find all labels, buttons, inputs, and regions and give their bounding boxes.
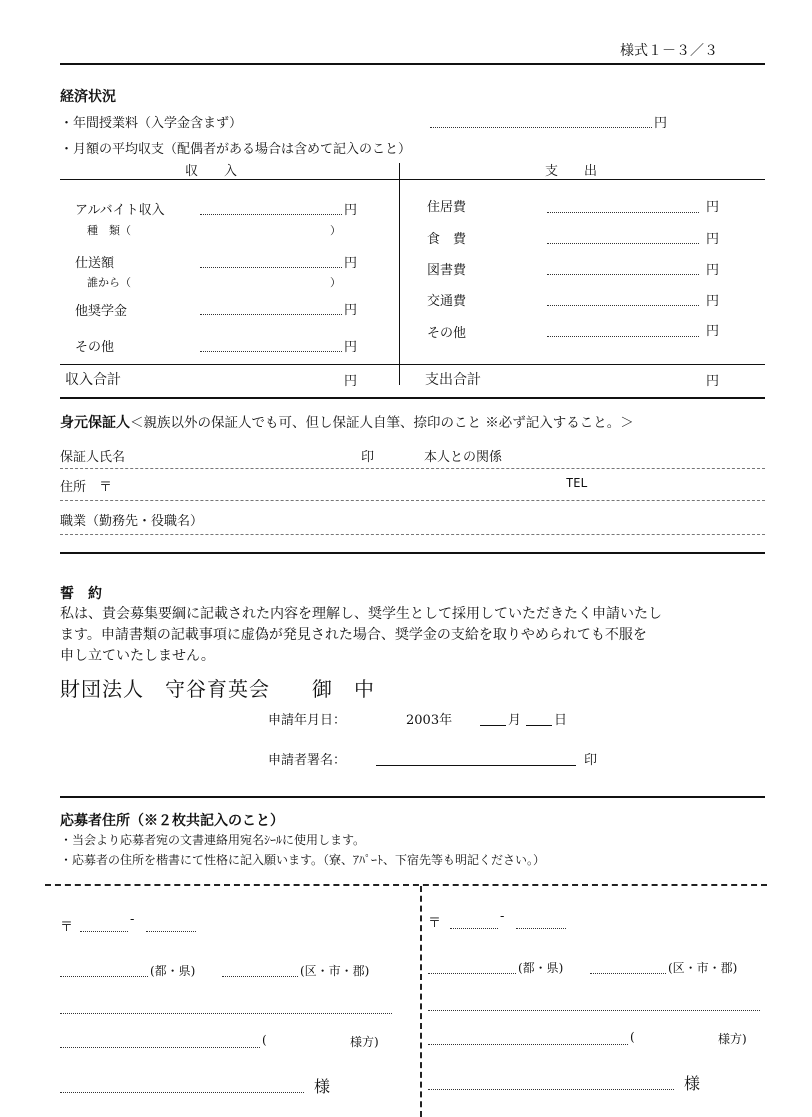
date-month-label: 月 xyxy=(508,713,522,728)
form-number: 様式１－３／３ xyxy=(620,43,718,59)
date-day-input[interactable] xyxy=(526,725,552,726)
guarantor-occupation-line[interactable] xyxy=(60,534,765,535)
left-prefecture-label: (都・県) xyxy=(150,964,196,978)
left-prefecture-input[interactable] xyxy=(60,976,148,977)
expense-other-input[interactable] xyxy=(547,336,699,337)
tuition-label: ・年間授業料（入学金含まず） xyxy=(60,116,243,131)
right-postal-first-input[interactable] xyxy=(450,928,498,929)
signature-label: 申請者署名： xyxy=(268,753,347,768)
date-label: 申請年月日： xyxy=(268,713,347,728)
signature-seal: 印 xyxy=(584,753,598,768)
right-prefecture-label: (都・県) xyxy=(518,961,564,975)
books-yen: 円 xyxy=(706,263,720,278)
guarantor-heading xyxy=(60,411,634,432)
expense-header: 支 出 xyxy=(545,164,598,179)
guarantor-seal: 印 xyxy=(361,450,375,465)
allowance-label: 仕送額 xyxy=(75,256,115,271)
right-careof-open: ( xyxy=(630,1030,635,1044)
food-label: 食 費 xyxy=(427,232,467,247)
top-rule xyxy=(60,63,765,65)
left-postal-mark: 〒 xyxy=(60,920,74,935)
expense-total-yen: 円 xyxy=(706,374,720,389)
right-prefecture-input[interactable] xyxy=(428,973,516,974)
books-label: 図書費 xyxy=(427,263,467,278)
housing-label: 住居費 xyxy=(427,200,467,215)
right-careof-input[interactable] xyxy=(428,1044,628,1045)
allowance-input[interactable] xyxy=(200,267,342,268)
date-month-input[interactable] xyxy=(480,725,506,726)
part-time-type-close: ） xyxy=(330,224,341,237)
guarantor-note: ＜親族以外の保証人でも可、但し保証人自筆、捺印のこと ※必ず記入すること。＞ xyxy=(130,415,634,431)
right-street-input[interactable] xyxy=(428,1010,760,1011)
cut-line-horizontal xyxy=(45,884,767,886)
pledge-text-line1: 私は、貴会募集要綱に記載された内容を理解し、奨学生として採用していただきたく申請いたし xyxy=(60,606,662,622)
address-note1: ・当会より応募者宛の文書連絡用宛名ｼｰﾙに使用します。 xyxy=(60,833,366,847)
left-careof-input[interactable] xyxy=(60,1047,260,1048)
food-yen: 円 xyxy=(706,232,720,247)
pledge-text-line2: ます。申請書類の記載事項に虚偽が発見された場合、奨学金の支給を取りやめられても不服を xyxy=(60,627,647,643)
left-postal-first-input[interactable] xyxy=(80,931,128,932)
economic-title: 経済状況 xyxy=(60,89,116,105)
table-center-divider xyxy=(399,163,400,385)
left-name-input[interactable] xyxy=(60,1092,304,1093)
part-time-input[interactable] xyxy=(200,214,342,215)
part-time-yen: 円 xyxy=(344,203,358,218)
guarantor-name-line[interactable] xyxy=(60,468,765,469)
address-note2: ・応募者の住所を楷書にて性格に記入願います。（寮、ｱﾊﾟｰﾄ、下宿先等も明記ください。） xyxy=(60,853,546,867)
table-header-rule xyxy=(60,179,765,180)
economic-bottom-rule xyxy=(60,397,765,399)
income-total-yen: 円 xyxy=(344,374,358,389)
right-city-label: (区・市・郡) xyxy=(668,961,738,975)
right-city-input[interactable] xyxy=(590,973,666,974)
housing-yen: 円 xyxy=(706,200,720,215)
left-street-input[interactable] xyxy=(60,1013,392,1014)
foundation-name: 財団法人 守谷育英会 御 中 xyxy=(60,677,375,701)
address-title: 応募者住所（※２枚共記入のこと） xyxy=(60,813,284,829)
guarantor-relation-label: 本人との関係 xyxy=(424,450,503,465)
allowance-from-label: 誰から（ xyxy=(87,276,131,289)
left-careof-open: ( xyxy=(262,1033,267,1047)
expense-total-label: 支出合計 xyxy=(425,372,481,388)
cut-line-vertical xyxy=(420,886,422,1117)
pledge-text-line3: 申し立ていたしません。 xyxy=(60,648,215,664)
part-time-type-label: 種 類（ xyxy=(87,224,131,237)
income-other-label: その他 xyxy=(75,340,115,355)
transport-input[interactable] xyxy=(547,305,699,306)
guarantor-address-line[interactable] xyxy=(60,500,765,501)
other-scholarship-label: 他奨学金 xyxy=(75,304,128,319)
allowance-yen: 円 xyxy=(344,256,358,271)
pledge-title: 誓 約 xyxy=(60,586,102,602)
tuition-input[interactable] xyxy=(430,127,652,128)
right-postal-second-input[interactable] xyxy=(516,928,566,929)
income-total-label: 収入合計 xyxy=(65,372,121,388)
guarantor-name-label: 保証人氏名 xyxy=(60,450,126,465)
guarantor-address-label: 住所 〒 xyxy=(60,480,113,495)
income-other-yen: 円 xyxy=(344,340,358,355)
books-input[interactable] xyxy=(547,274,699,275)
transport-yen: 円 xyxy=(706,294,720,309)
left-postal-hyphen: - xyxy=(130,912,135,927)
guarantor-title: 身元保証人 xyxy=(60,415,130,431)
expense-other-yen: 円 xyxy=(706,324,720,339)
left-careof-label: 様方) xyxy=(350,1035,379,1049)
guarantor-tel-label: TEL xyxy=(566,476,588,490)
pledge-bottom-rule xyxy=(60,796,765,798)
part-time-label: アルバイト収入 xyxy=(75,203,165,218)
other-scholarship-input[interactable] xyxy=(200,314,342,315)
left-city-label: (区・市・郡) xyxy=(300,964,370,978)
monthly-label: ・月額の平均収支（配偶者がある場合は含めて記入のこと） xyxy=(60,142,412,157)
income-header: 収 入 xyxy=(185,164,238,179)
right-careof-label: 様方) xyxy=(718,1032,747,1046)
income-other-input[interactable] xyxy=(200,351,342,352)
signature-input[interactable] xyxy=(376,765,576,766)
right-postal-mark: 〒 xyxy=(428,916,442,931)
left-sama: 様 xyxy=(314,1077,331,1096)
right-sama: 様 xyxy=(684,1074,701,1093)
left-postal-second-input[interactable] xyxy=(146,931,196,932)
housing-input[interactable] xyxy=(547,212,699,213)
totals-rule xyxy=(60,364,765,365)
date-year: 2003年 xyxy=(406,713,453,728)
other-scholarship-yen: 円 xyxy=(344,303,358,318)
right-postal-hyphen: - xyxy=(500,909,505,924)
guarantor-occupation-label: 職業（勤務先・役職名） xyxy=(60,514,204,529)
guarantor-bottom-rule xyxy=(60,552,765,554)
left-city-input[interactable] xyxy=(222,976,298,977)
food-input[interactable] xyxy=(547,243,699,244)
right-name-input[interactable] xyxy=(428,1089,674,1090)
tuition-yen: 円 xyxy=(654,116,668,131)
expense-other-label: その他 xyxy=(427,326,467,341)
date-day-label: 日 xyxy=(554,713,568,728)
allowance-from-close: ） xyxy=(330,276,341,289)
transport-label: 交通費 xyxy=(427,294,467,309)
